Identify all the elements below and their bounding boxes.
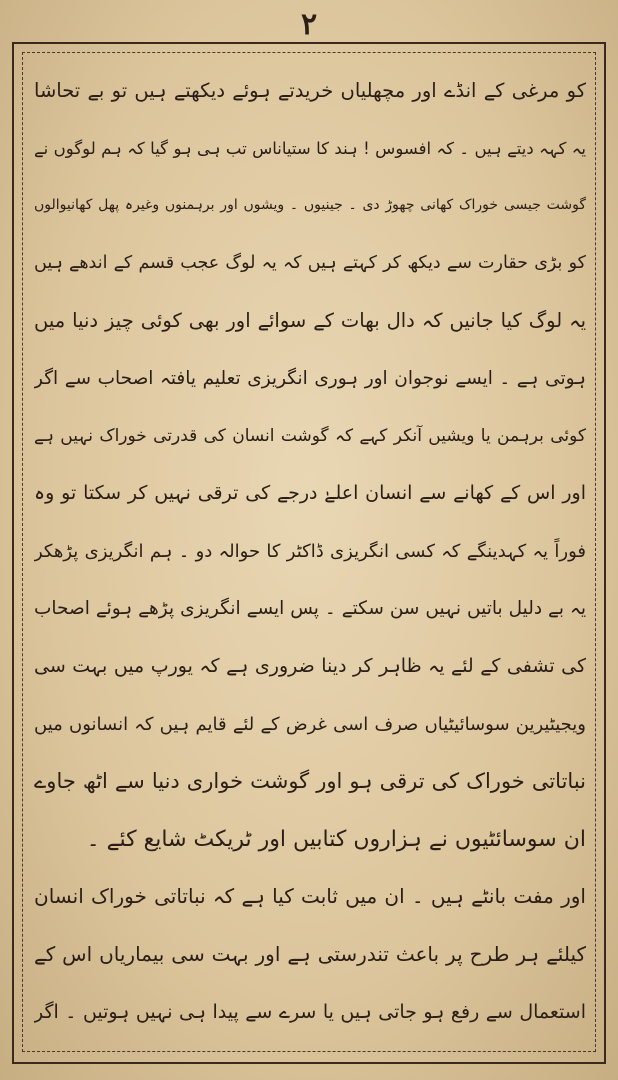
text-line: استعمال سے رفع ہو جاتی ہیں یا سرے سے پیدا ہی نہیں ہوتیں ۔ اگر [34,1000,586,1023]
text-line: ویجیٹیرین سوسائیٹیاں صرف اسی غرض کے لئے قایم ہیں کہ انسانوں میں [34,713,586,735]
text-line: کو مرغی کے انڈے اور مچھلیاں خریدتے ہوئے دیکھتے ہیں تو بے تحاشا [34,79,586,102]
text-line: کوئی برہمن یا ویشیں آنکر کہے کہ گوشت انسان کی قدرتی خوراک نہیں ہے [34,425,586,446]
text-line: ہوتی ہے ۔ ایسے نوجوان اور ہوری انگریزی تعلیم یافتہ اصحاب سے اگر [34,367,586,389]
text-line: اور اس کے کھانے سے انسان اعلےٰ درجے کی ترقی نہیں کر سکتا تو وہ [34,482,586,505]
text-line: ان سوسائٹیوں نے ہزاروں کتابیں اور ٹریکٹ شایع کئے ۔ [86,826,586,852]
text-line: اور مفت بانٹے ہیں ۔ ان میں ثابت کیا ہے کہ نباتاتی خوراک انسان [34,884,586,909]
text-line: فوراً یہ کہدینگے کہ کسی انگریزی ڈاکٹر کا حوالہ دو ۔ ہم انگریزی پڑھکر [34,540,586,562]
text-line: یہ لوگ کیا جانیں کہ دال بھات کے سوائے اور بھی کوئی چیز دنیا میں [34,309,586,333]
text-line: یہ بے دلیل باتیں نہیں سن سکتے ۔ پس ایسے انگریزی پڑھے ہوئے اصحاب [34,598,586,620]
text-line: کی تشفی کے لئے یہ ظاہر کر دینا ضروری ہے کہ یورپ میں بہت سی [34,654,586,677]
text-line: یہ کہہ دیتے ہیں ۔ کہ افسوس ! ہند کا ستیاناس تب ہی ہو گیا کہ ہم لوگوں نے [34,138,586,158]
text-line: گوشت جیسی خوراک کھانی چھوڑ دی ۔ جینیوں ۔ ویشوں اور برہمنوں وغیرہ پھل کھانیوالوں [34,197,586,214]
page-number: ۲ [300,7,318,42]
body-text [34,62,586,1042]
text-line: نباتاتی خوراک کی ترقی ہو اور گوشت خواری دنیا سے اٹھ جاوے [34,769,586,794]
text-line: کیلئے ہر طرح پر باعث تندرستی ہے اور بہت سی بیماریاں اس کے [34,941,586,966]
text-line: کو بڑی حقارت سے دیکھ کر کہتے ہیں کہ یہ لوگ عجب قسم کے اندھے ہیں [34,252,586,273]
